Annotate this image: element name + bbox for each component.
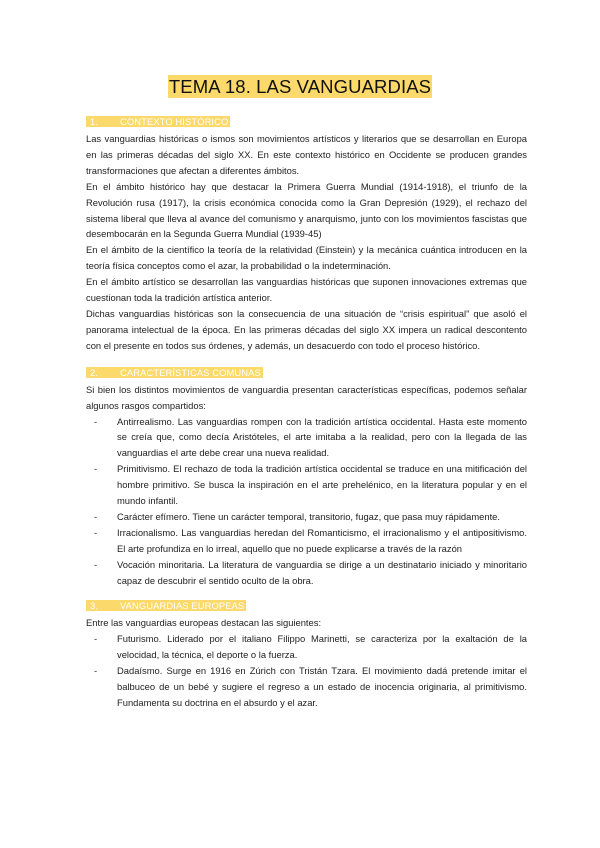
bullet-dash: - (94, 665, 98, 677)
paragraph: Si bien los distintos movimientos de vanguardia presentan características específicas, podemos señalar algunos rasgos compartidos: (86, 383, 527, 411)
section-heading-contexto (86, 115, 527, 128)
list-item: - Irracionalismo. Las vanguardias heredan del Romanticismo, el irracionalismo y el antipositivismo. El arte profundiza en lo irreal, aquello que no puede explicarse a través de la razón (94, 526, 527, 554)
section-title: CARACTERÍSTICAS COMUNAS (120, 366, 261, 378)
bullet-dash: - (94, 558, 98, 570)
paragraph: Entre las vanguardias europeas destacan las siguientes: (86, 617, 322, 629)
list-item: - Antirrealismo. Las vanguardias rompen con la tradición artística occidental. Hasta este momento se creía que, como decía Aristóteles, el arte imitaba a la realidad, pero con la llegada de las vanguardias el arte debe crear una nueva realidad. (94, 415, 527, 459)
list-item: - Futurismo. Liderado por el italiano Filippo Marinetti, se caracteriza por la exaltación de la velocidad, la técnica, el deporte o la fuerza. (94, 633, 527, 661)
bullet-dash: - (94, 526, 98, 538)
feature-list (86, 414, 527, 589)
section-number: 3. (90, 600, 99, 612)
list-item: - Dadaísmo. Surge en 1916 en Zúrich con Tristán Tzara. El movimiento dadá pretende imitar el balbuceo de un bebé y sugiere el regreso a un estado de inocencia originaria, al primitivismo. Fundamenta su doctrina en el absurdo y el azar. (94, 665, 527, 708)
movement-list (86, 631, 527, 711)
paragraph: Las vanguardias históricas o ismos son movimientos artísticos y literarios que se desarrollan en Europa en las primeras décadas del siglo XX. En este contexto histórico en Occidente se producen grandes transformaciones que afectan a diferentes ámbitos. (86, 133, 527, 176)
section-number: 1. (90, 116, 99, 127)
section-heading-caracteristicas (86, 366, 527, 379)
paragraph: En el ámbito de la científico la teoría de la relatividad (Einstein) y la mecánica cuántica introducen en la teoría física conceptos como el azar, la probabilidad o la indeterminación. (86, 244, 527, 272)
page-title: TEMA 18. LAS VANGUARDIAS (168, 76, 432, 97)
bullet-dash: - (94, 415, 98, 427)
document-body (86, 115, 527, 711)
section-title: VANGUARDIAS EUROPEAS (120, 600, 245, 612)
section-number: 2. (90, 366, 99, 378)
list-item: - Carácter efímero. Tiene un carácter temporal, transitorio, fugaz, que pasa muy rápidamente. (86, 509, 527, 525)
title-block (0, 75, 600, 98)
list-item: - Primitivismo. El rechazo de toda la tradición artística occidental se traduce en una mitificación del hombre primitivo. Se busca la inspiración en el arte prehelénico, en la literatura popular y en el mundo infantil. (94, 463, 527, 507)
bullet-dash: - (94, 633, 98, 645)
bullet-dash: - (94, 510, 98, 522)
section-title: CONTEXTO HISTÓRICO (120, 116, 229, 127)
section-heading-vanguardias-europeas (86, 599, 527, 612)
paragraph: Dichas vanguardias históricas son la consecuencia de una situación de “crisis espiritual” que asoló el panorama intelectual de la época. En las primeras décadas del siglo XX impera un radical descontento con el presente en todos sus órdenes, y además, un desacuerdo con todo el proceso histórico. (86, 307, 527, 351)
list-item: - Vocación minoritaria. La literatura de vanguardia se dirige a un destinatario iniciado y minoritario capaz de descubrir el sentido oculto de la obra. (94, 558, 527, 586)
paragraph: En el ámbito artístico se desarrollan las vanguardias históricas que suponen innovaciones extremas que cuestionan toda la tradición artística anterior. (86, 276, 527, 304)
paragraph: En el ámbito histórico hay que destacar la Primera Guerra Mundial (1914-1918), el triunfo de la Revolución rusa (1917), la crisis económica conocida como la Gran Depresión (1929), el rechazo del sistema liberal que lleva al avance del comunismo y anarquismo, junto con los movimientos fascistas que desembocarán en la Segunda Guerra Mundial (1939-45) (86, 180, 527, 240)
bullet-dash: - (94, 463, 98, 475)
